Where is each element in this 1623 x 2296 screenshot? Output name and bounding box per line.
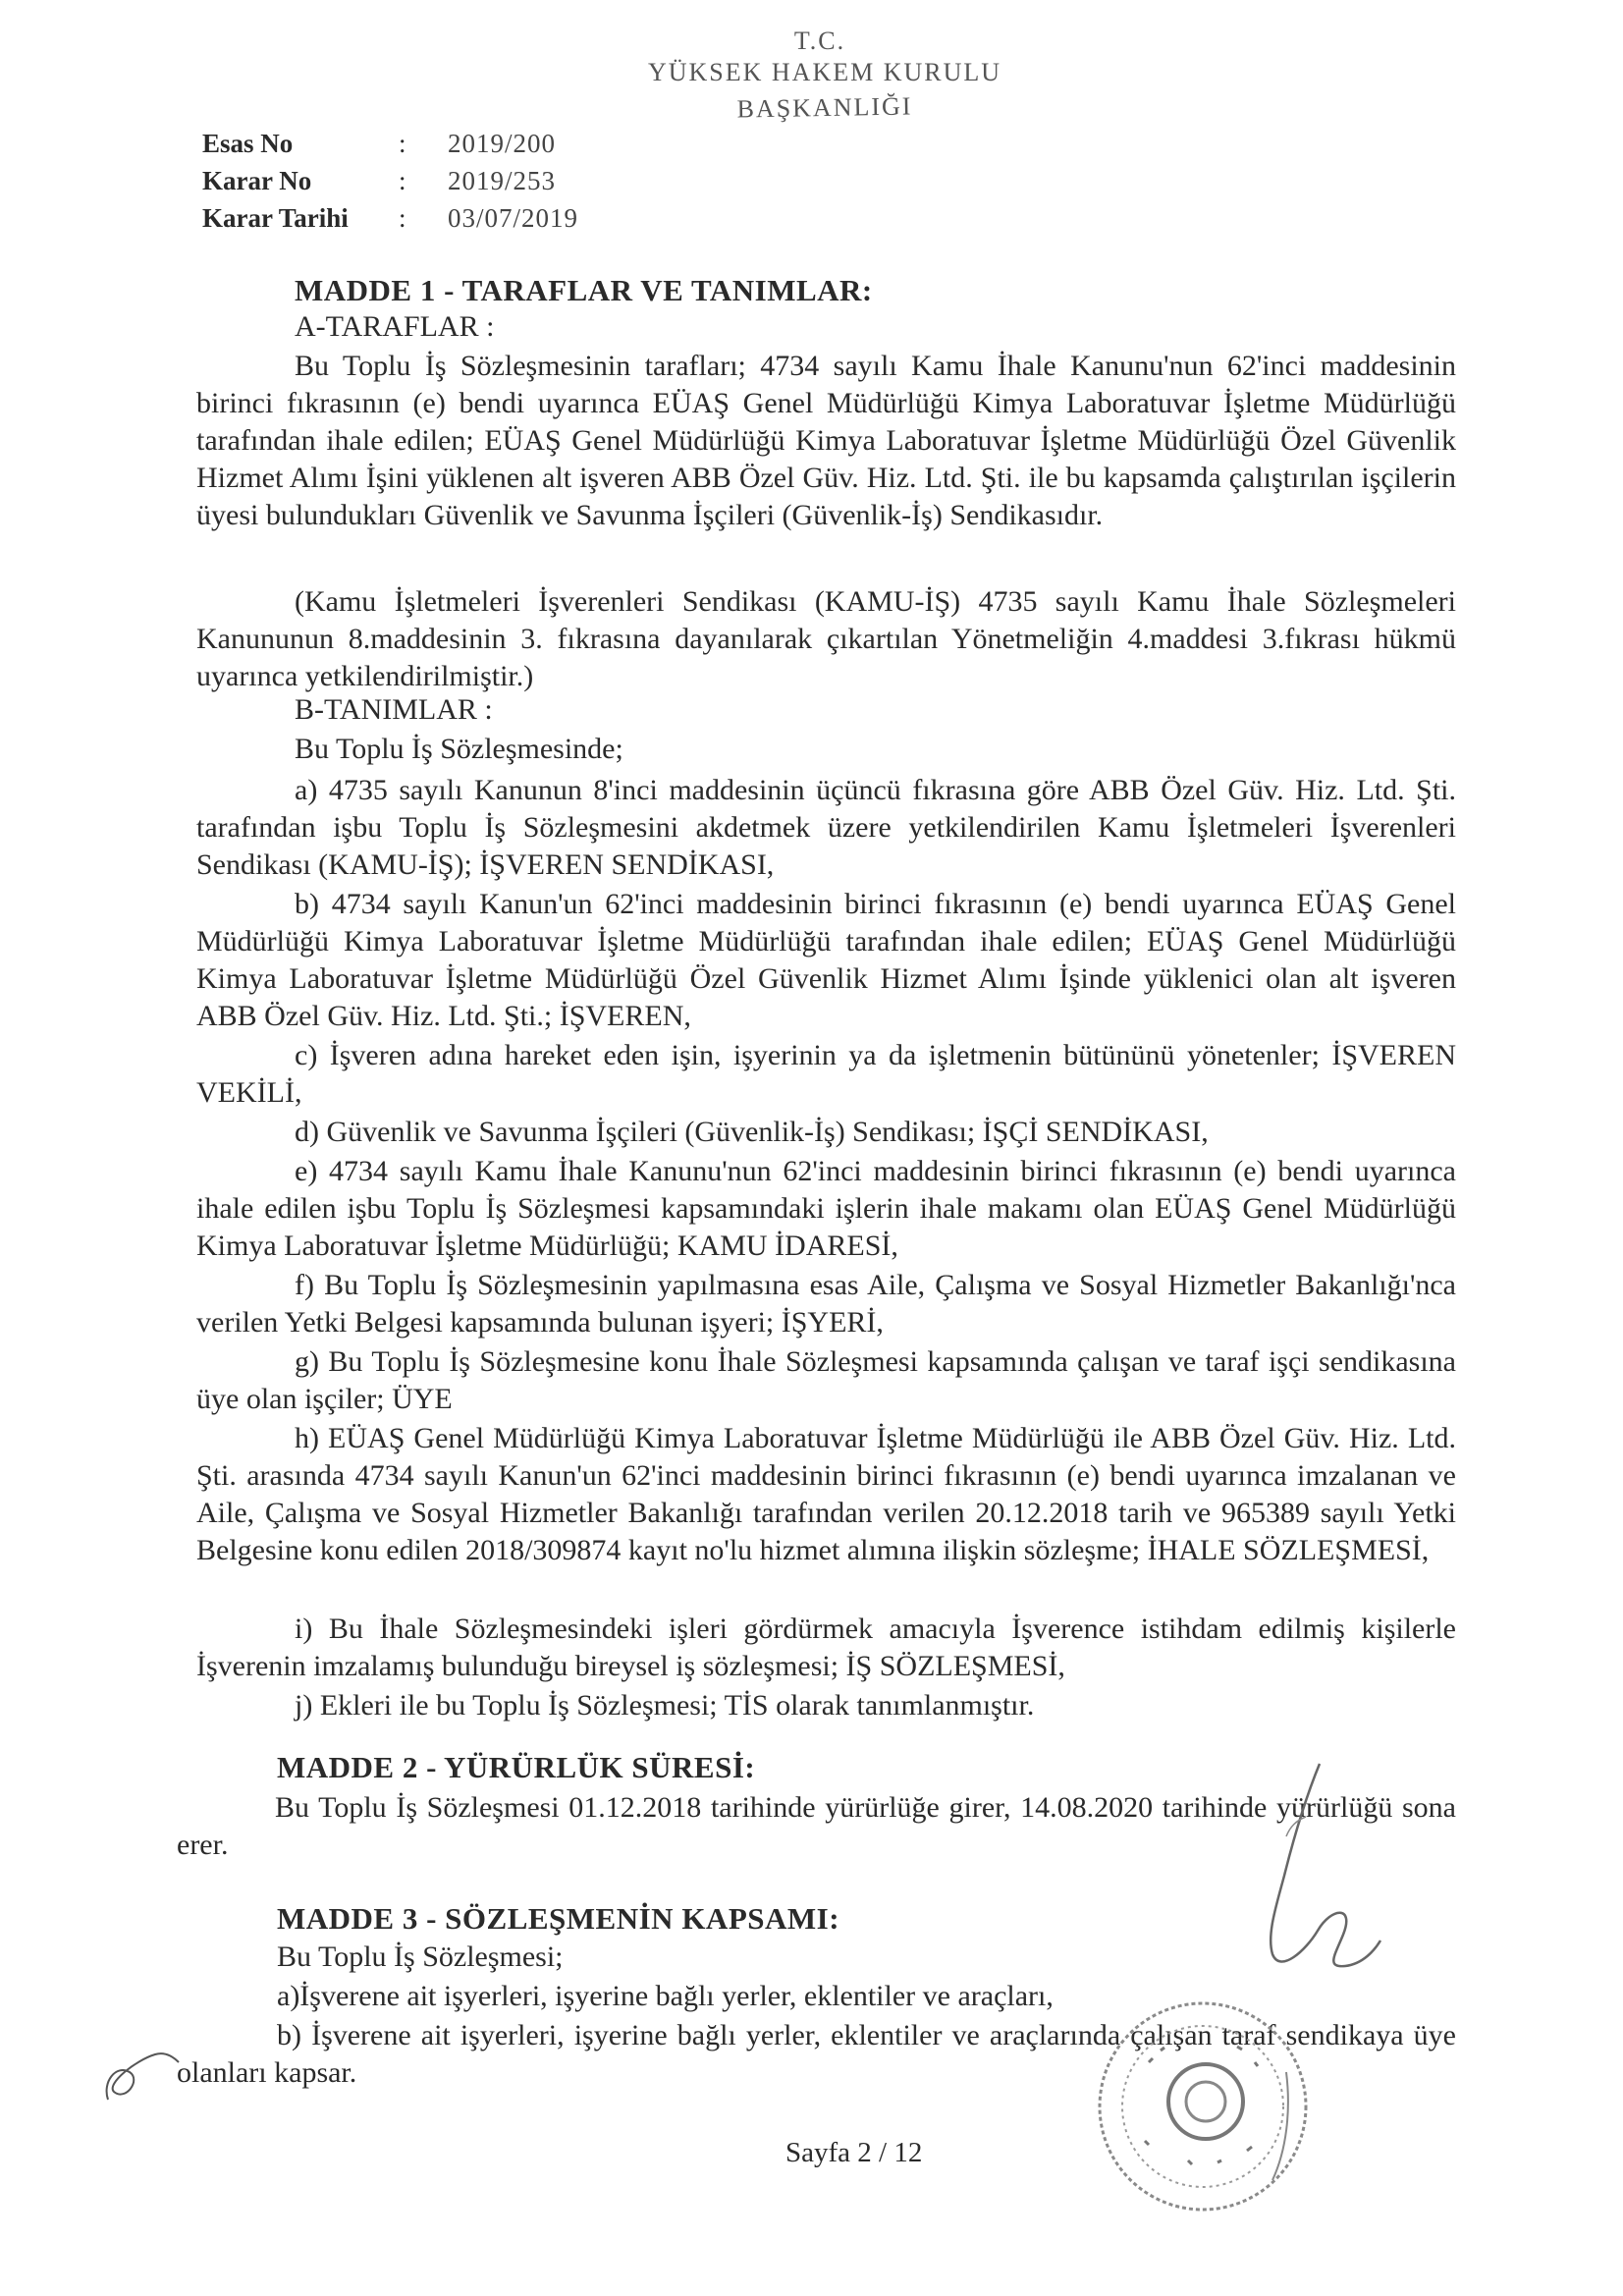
madde3-intro: Bu Toplu İş Sözleşmesi; [277, 1941, 564, 1973]
initials-signature-icon [96, 2043, 185, 2111]
meta-label: Karar No [202, 166, 312, 195]
taraflar-paragraph-1 [196, 348, 1456, 534]
definition-text: d) Güvenlik ve Savunma İşçileri (Güvenlik-İş) Sendikası; İŞÇİ SENDİKASI, [295, 1116, 1209, 1148]
meta-value: 03/07/2019 [448, 203, 579, 233]
tanimlar-intro: Bu Toplu İş Sözleşmesinde; [295, 733, 623, 765]
meta-karar-tarihi [202, 198, 578, 238]
paragraph-text: Bu Toplu İş Sözleşmesinin tarafları; 4734 sayılı Kamu İhale Kanunu'nun 62'inci maddesinin birinci fıkrasının (e) bendi uyarınca EÜAŞ Genel Müdürlüğü Kimya Laboratuvar İşletme Müdürlüğü tarafından ihale edilen; EÜAŞ Genel Müdürlüğü Kimya Laboratuvar İşletme Müdürlüğü Özel Güvenlik Hizmet Alımı İşini yüklenen alt işveren ABB Özel Güv. Hiz. Ltd. Şti. ile bu kapsamda çalıştırılan işçilerin üyesi bulundukları Güvenlik ve Savunma İşçileri (Güvenlik-İş) Sendikasıdır. [196, 350, 1456, 531]
meta-colon: : [399, 166, 406, 195]
definition-item-j [196, 1687, 1456, 1724]
definition-text: a) 4735 sayılı Kanunun 8'inci maddesinin üçüncü fıkrasına göre ABB Özel Güv. Hiz. Ltd. Şti. tarafından işbu Toplu İş Sözleşmesini akdetmek üzere yetkilendirilen Kamu İşletmeleri İşverenleri Sendikası (KAMU-İŞ); İŞVEREN SENDİKASI, [196, 774, 1456, 881]
taraflar-paragraph-2 [196, 583, 1456, 695]
paragraph-text: b) İşverene ait işyerleri, işyerine bağlı yerler, eklentiler ve araçlarında çalışan taraf sendikaya üye olanları kapsar. [177, 2019, 1456, 2089]
meta-value: 2019/200 [448, 129, 557, 158]
definition-item-b [196, 886, 1456, 1035]
header-line-presidency: BAŞKANLIĞI [736, 91, 913, 124]
meta-label: Karar Tarihi [202, 203, 349, 233]
definition-text: h) EÜAŞ Genel Müdürlüğü Kimya Laboratuvar İşletme Müdürlüğü ile ABB Özel Güv. Hiz. Ltd. Şti. arasında 4734 sayılı Kanun'un 62'inci maddesinin birinci fıkrasının (e) bendi uyarınca imzalanan ve Aile, Çalışma ve Sosyal Hizmetler Bakanlığı tarafından verilen 20.12.2018 tarih ve 965389 sayılı Yetki Belgesine konu edilen 2018/309874 kayıt no'lu hizmet alımına ilişkin sözleşme; İHALE SÖZLEŞMESİ, [196, 1422, 1456, 1566]
tanimlar-title: B-TANIMLAR : [295, 693, 493, 726]
page-number: Sayfa 2 / 12 [785, 2137, 923, 2168]
meta-esas-no [202, 124, 556, 163]
definition-item-i [196, 1611, 1456, 1685]
meta-label: Esas No [202, 129, 294, 158]
madde1-heading: MADDE 1 - TARAFLAR VE TANIMLAR: [295, 273, 873, 307]
header-line-tc: T.C. [793, 27, 846, 55]
definition-text: j) Ekleri ile bu Toplu İş Sözleşmesi; TİS olarak tanımlanmıştır. [295, 1689, 1035, 1722]
definition-text: e) 4734 sayılı Kamu İhale Kanunu'nun 62'inci maddesinin birinci fıkrasının (e) bendi uyarınca ihale edilen işbu Toplu İş Sözleşmesi kapsamındaki işlerin ihale makamı olan EÜAŞ Genel Müdürlüğü Kimya Laboratuvar İşletme Müdürlüğü; KAMU İDARESİ, [196, 1155, 1456, 1262]
signature-icon [1237, 1758, 1394, 1994]
definition-text: f) Bu Toplu İş Sözleşmesinin yapılmasına esas Aile, Çalışma ve Sosyal Hizmetler Bakanlığı'nca verilen Yetki Belgesi kapsamında bulunan işyeri; İŞYERİ, [196, 1269, 1456, 1339]
meta-colon: : [399, 203, 406, 233]
paragraph-text: (Kamu İşletmeleri İşverenleri Sendikası (KAMU-İŞ) 4735 sayılı Kamu İhale Sözleşmeleri Kanununun 8.maddesinin 3. fıkrasına dayanılarak çıkartılan Yönetmeliğin 4.maddesi 3.fıkrası hükmü uyarınca yetkilendirilmiştir.) [196, 585, 1456, 692]
madde3-item-a: a)İşverene ait işyerleri, işyerine bağlı yerler, eklentiler ve araçları, [277, 1980, 1054, 2012]
stamp-seal-icon [1090, 1994, 1316, 2219]
definition-text: i) Bu İhale Sözleşmesindeki işleri gördürmek amacıyla İşverence istihdam edilmiş kişilerle İşverenin imzalamış bulunduğu bireysel iş sözleşmesi; İŞ SÖZLEŞMESİ, [196, 1613, 1456, 1682]
madde2-heading: MADDE 2 - YÜRÜRLÜK SÜRESİ: [277, 1750, 756, 1784]
definition-item-d [196, 1114, 1456, 1151]
madde3-heading: MADDE 3 - SÖZLEŞMENİN KAPSAMI: [277, 1901, 840, 1936]
definition-item-a [196, 772, 1456, 884]
definition-text: b) 4734 sayılı Kanun'un 62'inci maddesinin birinci fıkrasının (e) bendi uyarınca EÜAŞ Genel Müdürlüğü Kimya Laboratuvar İşletme Müdürlüğü tarafından ihale edilen; EÜAŞ Genel Müdürlüğü Kimya Laboratuvar İşletme Müdürlüğü Özel Güvenlik Hizmet Alımı İşinde yüklenici olan alt işveren ABB Özel Güv. Hiz. Ltd. Şti.; İŞVEREN, [196, 888, 1456, 1032]
definition-item-f [196, 1267, 1456, 1341]
meta-value: 2019/253 [448, 166, 557, 195]
definition-text: g) Bu Toplu İş Sözleşmesine konu İhale Sözleşmesi kapsamında çalışan ve taraf işçi sendikasına üye olan işçiler; ÜYE [196, 1345, 1456, 1415]
meta-colon: : [399, 129, 406, 158]
definition-item-c [196, 1037, 1456, 1112]
taraflar-title: A-TARAFLAR : [295, 310, 495, 343]
paragraph-text: Bu Toplu İş Sözleşmesi 01.12.2018 tarihinde yürürlüğe girer, 14.08.2020 tarihinde yürürlüğü sona erer. [177, 1791, 1456, 1861]
definition-item-e [196, 1153, 1456, 1265]
definition-item-h [196, 1420, 1456, 1569]
definition-text: c) İşveren adına hareket eden işin, işyerinin ya da işletmenin bütününü yönetenler; İŞVEREN VEKİLİ, [196, 1039, 1456, 1109]
meta-karar-no [202, 161, 556, 200]
definition-item-g [196, 1343, 1456, 1418]
header-line-institution: YÜKSEK HAKEM KURULU [647, 58, 1002, 86]
